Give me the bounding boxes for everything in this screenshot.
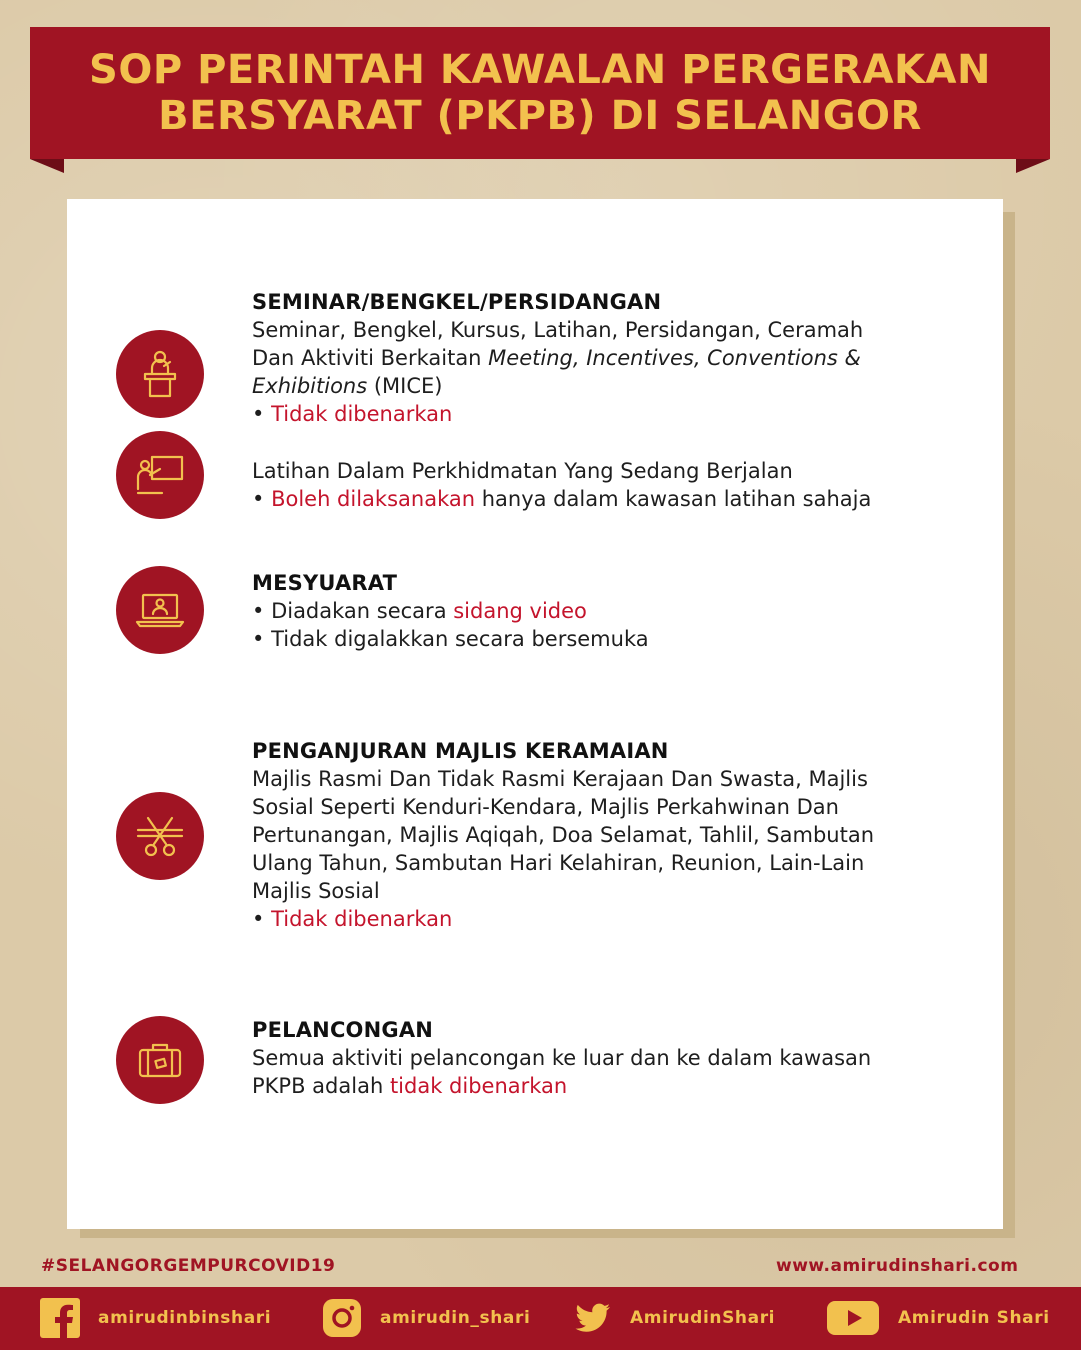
social-label: amirudin_shari — [380, 1308, 531, 1328]
title-banner — [30, 27, 1050, 159]
social-label: Amirudin Shari — [898, 1308, 1050, 1328]
twitter-icon — [572, 1298, 612, 1338]
section-heading: MESYUARAT — [252, 571, 398, 595]
section-text-line: Majlis Sosial — [252, 879, 380, 903]
section-text-line: Majlis Rasmi Dan Tidak Rasmi Kerajaan Dan Swasta, Majlis — [252, 767, 868, 791]
section-text-line: Latihan Dalam Perkhidmatan Yang Sedang Berjalan — [252, 459, 793, 483]
social-label: amirudinbinshari — [98, 1308, 272, 1328]
section-text-line: Sosial Seperti Kenduri-Kendara, Majlis Perkahwinan Dan — [252, 795, 839, 819]
section-heading: SEMINAR/BENGKEL/PERSIDANGAN — [252, 290, 662, 314]
section-text-line: Semua aktiviti pelancongan ke luar dan ke dalam kawasan — [252, 1046, 872, 1070]
section-latihan — [252, 457, 952, 513]
section-mesyuarat — [252, 569, 952, 653]
social-facebook[interactable] — [40, 1298, 271, 1338]
section-bullet: • Boleh dilaksanakan hanya dalam kawasan latihan sahaja — [252, 487, 872, 511]
section-seminar — [252, 288, 952, 428]
social-label: AmirudinShari — [630, 1308, 776, 1328]
section-bullet: • Tidak digalakkan secara bersemuka — [252, 627, 649, 651]
section-heading: PENGANJURAN MAJLIS KERAMAIAN — [252, 739, 669, 763]
presentation-board-icon — [116, 431, 204, 519]
social-youtube[interactable] — [826, 1298, 1050, 1338]
section-text-line: Dan Aktiviti Berkaitan Meeting, Incentives, Conventions & — [252, 346, 861, 370]
instagram-icon — [322, 1298, 362, 1338]
section-bullet: • Diadakan secara sidang video — [252, 599, 587, 623]
section-text-line: PKPB adalah tidak dibenarkan — [252, 1074, 568, 1098]
title-line-1: SOP PERINTAH KAWALAN PERGERAKAN — [89, 47, 991, 93]
section-text-line: Pertunangan, Majlis Aqiqah, Doa Selamat, Tahlil, Sambutan — [252, 823, 875, 847]
section-heading: PELANCONGAN — [252, 1018, 434, 1042]
banner-fold-right — [1016, 159, 1050, 173]
social-twitter[interactable] — [572, 1298, 775, 1338]
suitcase-icon — [116, 1016, 204, 1104]
section-bullet: • Tidak dibenarkan — [252, 907, 453, 931]
ribbon-cutting-scissors-icon — [116, 792, 204, 880]
hashtag-label: #SELANGORGEMPURCOVID19 — [41, 1256, 336, 1276]
section-text-line: Exhibitions (MICE) — [252, 374, 443, 398]
website-link[interactable]: www.amirudinshari.com — [776, 1256, 1019, 1276]
section-majlis — [252, 737, 952, 933]
speaker-podium-icon — [116, 330, 204, 418]
video-conference-laptop-icon — [116, 566, 204, 654]
banner-fold-left — [30, 159, 64, 173]
section-text-line: Ulang Tahun, Sambutan Hari Kelahiran, Reunion, Lain-Lain — [252, 851, 865, 875]
youtube-icon — [826, 1298, 880, 1338]
section-bullet: • Tidak dibenarkan — [252, 402, 453, 426]
facebook-icon — [40, 1298, 80, 1338]
section-pelancongan — [252, 1016, 952, 1100]
section-text-line: Seminar, Bengkel, Kursus, Latihan, Persidangan, Ceramah — [252, 318, 864, 342]
title-line-2: BERSYARAT (PKPB) DI SELANGOR — [158, 93, 922, 139]
social-instagram[interactable] — [322, 1298, 530, 1338]
